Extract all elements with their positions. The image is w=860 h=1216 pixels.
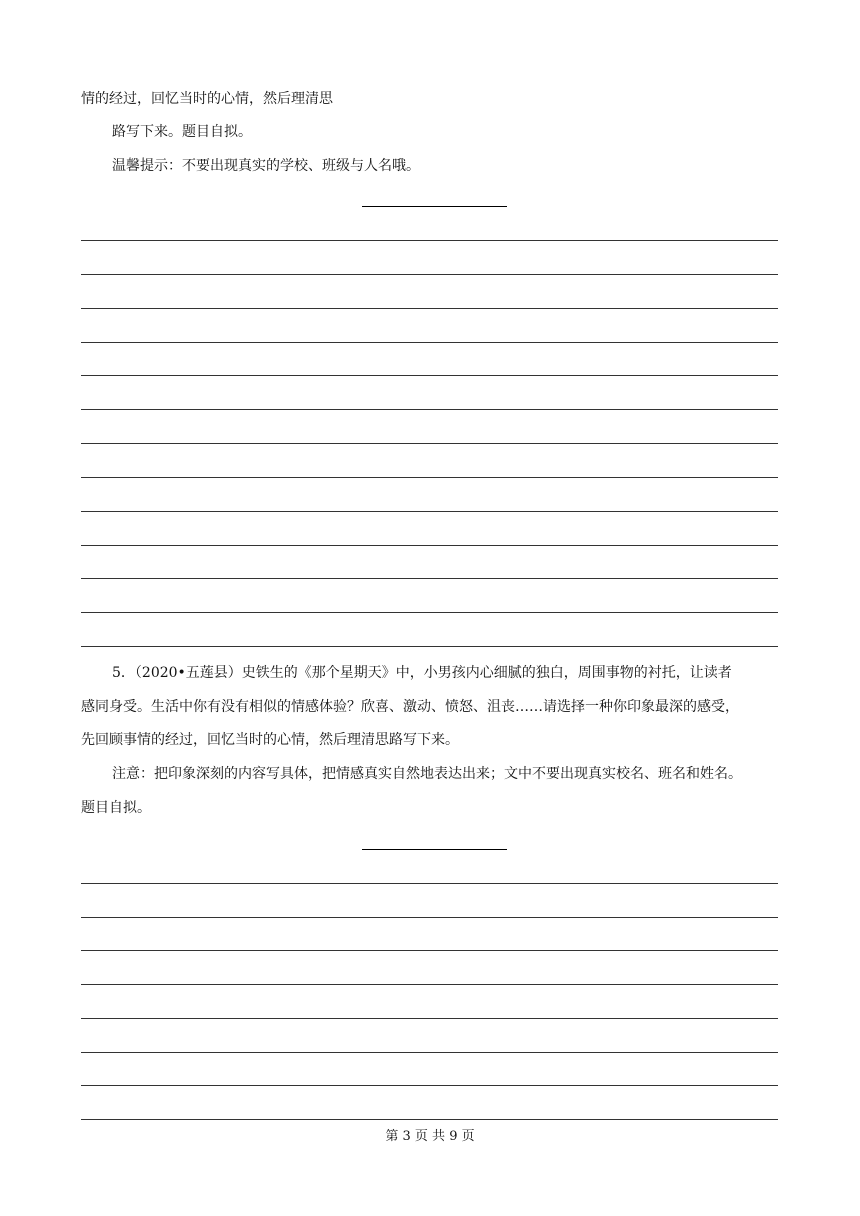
writing-line[interactable]	[81, 274, 778, 275]
writing-line[interactable]	[81, 545, 778, 546]
writing-line[interactable]	[81, 342, 778, 343]
writing-line[interactable]	[81, 375, 778, 376]
question-5-text: 先回顾事情的经过，回忆当时的心情，然后理清思路写下来。	[81, 732, 459, 748]
page-footer: 第 3 页 共 9 页	[385, 1129, 475, 1144]
writing-line[interactable]	[81, 646, 778, 647]
tip-text: 温馨提示：不要出现真实的学校、班级与人名哦。	[112, 158, 420, 174]
title-blank-line[interactable]	[362, 206, 507, 207]
title-blank-line[interactable]	[362, 849, 507, 850]
writing-line[interactable]	[81, 1119, 778, 1120]
writing-line[interactable]	[81, 409, 778, 410]
writing-line[interactable]	[81, 917, 778, 918]
writing-line[interactable]	[81, 950, 778, 951]
writing-line[interactable]	[81, 1052, 778, 1053]
writing-line[interactable]	[81, 511, 778, 512]
writing-line[interactable]	[81, 984, 778, 985]
writing-line[interactable]	[81, 578, 778, 579]
question-5-text: 5．（2020•五莲县）史铁生的《那个星期天》中，小男孩内心细腻的独白，周围事物的衬托，让读者	[112, 665, 732, 681]
writing-line[interactable]	[81, 443, 778, 444]
writing-line[interactable]	[81, 477, 778, 478]
prompt-continuation-line: 情的经过，回忆当时的心情，然后理清思	[81, 91, 333, 107]
writing-line[interactable]	[81, 240, 778, 241]
writing-line[interactable]	[81, 883, 778, 884]
writing-line[interactable]	[81, 1018, 778, 1019]
question-5-text: 感同身受。生活中你有没有相似的情感体验？欣喜、激动、愤怒、沮丧……请选择一种你印象最深的感受，	[81, 699, 739, 715]
writing-line[interactable]	[81, 612, 778, 613]
writing-line[interactable]	[81, 1085, 778, 1086]
prompt-continuation-line: 路写下来。题目自拟。	[112, 124, 252, 140]
writing-line[interactable]	[81, 308, 778, 309]
note-text: 题目自拟。	[81, 800, 151, 816]
note-text: 注意：把印象深刻的内容写具体，把情感真实自然地表达出来；文中不要出现真实校名、班名和姓名。	[112, 766, 742, 782]
